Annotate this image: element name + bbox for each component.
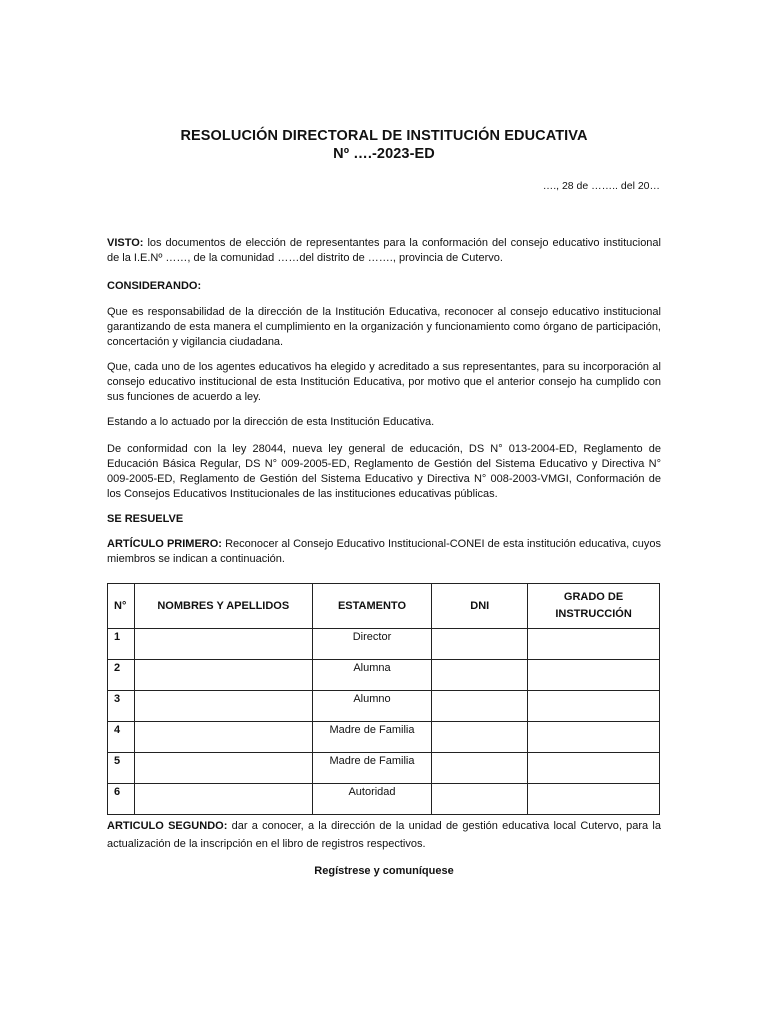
cell-dni	[432, 629, 528, 660]
table-row	[108, 722, 660, 753]
table-header-row	[108, 584, 660, 629]
cell-n: 6	[108, 784, 135, 815]
cell-grado	[528, 691, 660, 722]
cell-estamento: Director	[312, 629, 432, 660]
header-estamento: ESTAMENTO	[312, 584, 432, 629]
cell-nombres	[134, 691, 312, 722]
articulo-primero	[107, 537, 661, 567]
articulo-primero-text: Reconocer al Consejo Educativo Institucional-CONEI de esta institución educativa, cuyos miembros se indican a continuación.	[107, 538, 661, 565]
se-resuelve-heading: SE RESUELVE	[107, 513, 184, 525]
cell-estamento: Alumno	[312, 691, 432, 722]
cell-n: 3	[108, 691, 135, 722]
articulo-primero-label: ARTÍCULO PRIMERO:	[107, 538, 222, 550]
articulo-segundo	[107, 817, 661, 853]
cell-dni	[432, 784, 528, 815]
document-title: RESOLUCIÓN DIRECTORAL DE INSTITUCIÓN EDUCATIVA	[180, 128, 588, 144]
cell-nombres	[134, 784, 312, 815]
header-grado-line1: GRADO DE	[563, 591, 624, 603]
cell-n: 2	[108, 660, 135, 691]
cell-n: 4	[108, 722, 135, 753]
members-table	[107, 583, 660, 815]
cell-grado	[528, 629, 660, 660]
table-row	[108, 660, 660, 691]
considerando-paragraph-3: Estando a lo actuado por la dirección de esta Institución Educativa.	[107, 416, 435, 428]
cell-nombres	[134, 722, 312, 753]
table-row	[108, 784, 660, 815]
table-row	[108, 753, 660, 784]
table-row	[108, 629, 660, 660]
header-grado	[528, 584, 660, 629]
considerando-paragraph-2: Que, cada uno de los agentes educativos ha elegido y acreditado a sus representantes, para su incorporación al consejo educativo institucional de esta Institución Educativa, por motivo que el anterior consejo ha cumplido con sus funciones de acuerdo a ley.	[107, 361, 661, 403]
cell-dni	[432, 753, 528, 784]
cell-estamento: Madre de Familia	[312, 753, 432, 784]
cell-nombres	[134, 753, 312, 784]
date-line: …., 28 de …….. del 20…	[542, 180, 660, 192]
cell-dni	[432, 722, 528, 753]
cell-dni	[432, 660, 528, 691]
cell-nombres	[134, 629, 312, 660]
cell-estamento: Autoridad	[312, 784, 432, 815]
header-grado-line2: INSTRUCCIÓN	[555, 608, 632, 620]
considerando-paragraph-4: De conformidad con la ley 28044, nueva ley general de educación, DS N° 013-2004-ED, Reglamento de Educación Básica Regular, DS N° 009-2005-ED, Reglamento de Gestión del Sistema Educativo y Directiva N° 009-2005-ED, Reglamento de Gestión del Sistema Educativo y Directiva N° 008-2003-VMGI, Conformación de los Consejos Educativos Institucionales de las instituciones educativas públicas.	[107, 443, 661, 500]
cell-n: 1	[108, 629, 135, 660]
articulo-segundo-label: ARTICULO SEGUNDO:	[107, 820, 228, 832]
considerando-paragraph-1: Que es responsabilidad de la dirección de la Institución Educativa, reconocer al consejo educativo institucional garantizando de esta manera el cumplimiento en la organización y funcionamiento como órgano de participación, concertación y vigilancia ciudadana.	[107, 306, 661, 348]
visto-text: los documentos de elección de representantes para la conformación del consejo educativo institucional de la I.E.Nº ……, de la comunidad ……del distrito de ……., provincia de Cutervo.	[107, 237, 661, 264]
header-n: N°	[108, 584, 135, 629]
articulo-segundo-text: dar a conocer, a la dirección de la unidad de gestión educativa local Cutervo, para la actualización de la inscripción en el libro de registros respectivos.	[107, 820, 661, 850]
resolution-number: Nº ….-2023-ED	[333, 146, 435, 162]
visto-label: VISTO:	[107, 237, 144, 249]
cell-grado	[528, 722, 660, 753]
visto-paragraph	[107, 236, 661, 266]
closing-line: Regístrese y comuníquese	[314, 865, 454, 877]
cell-nombres	[134, 660, 312, 691]
table-row	[108, 691, 660, 722]
cell-estamento: Alumna	[312, 660, 432, 691]
cell-grado	[528, 753, 660, 784]
header-dni: DNI	[432, 584, 528, 629]
cell-estamento: Madre de Familia	[312, 722, 432, 753]
cell-n: 5	[108, 753, 135, 784]
considerando-heading: CONSIDERANDO:	[107, 280, 202, 292]
cell-grado	[528, 784, 660, 815]
cell-dni	[432, 691, 528, 722]
cell-grado	[528, 660, 660, 691]
header-nombres: NOMBRES Y APELLIDOS	[134, 584, 312, 629]
